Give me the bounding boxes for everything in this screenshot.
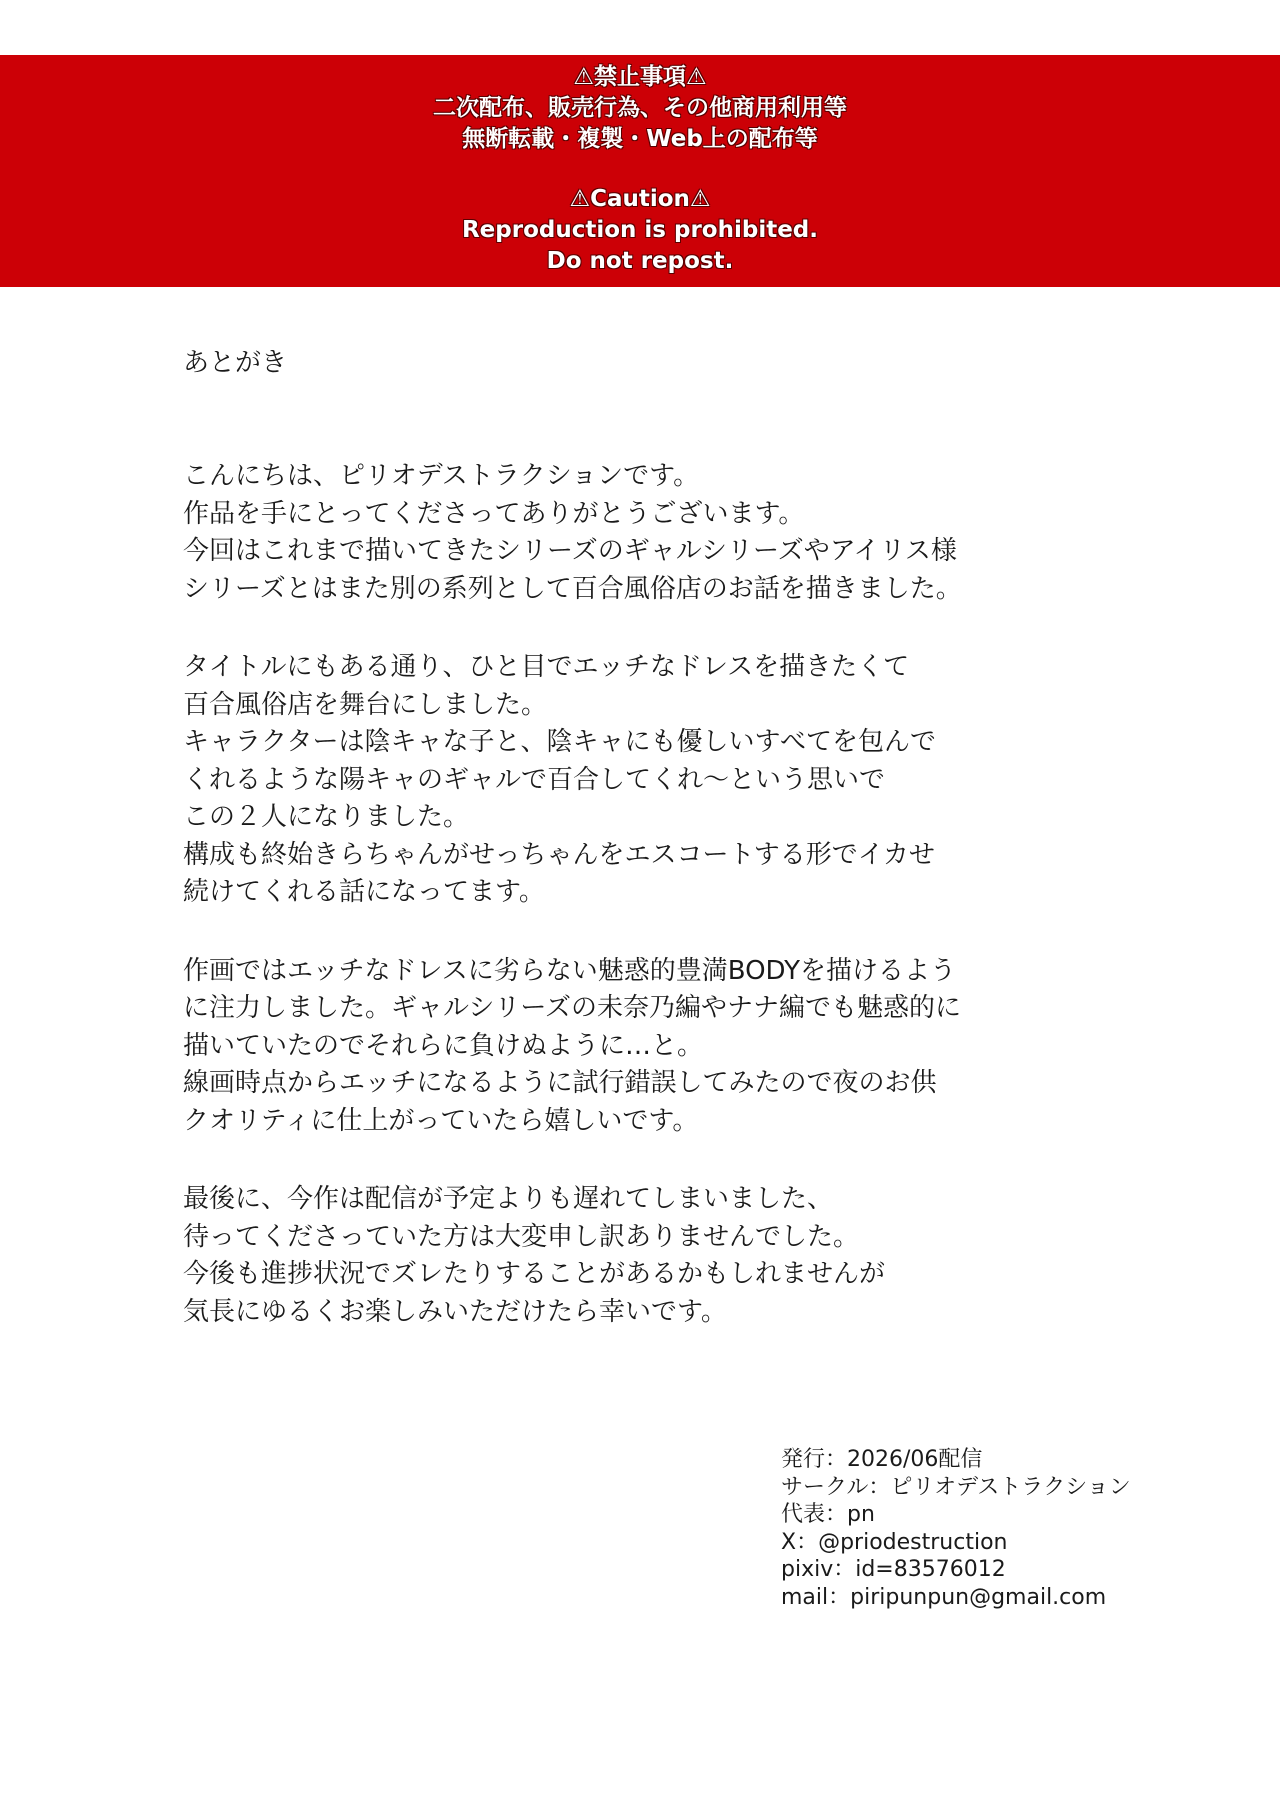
colophon — [781, 1446, 1131, 1611]
text-line: 今回はこれまで描いてきたシリーズのギャルシリーズやアイリス様 — [183, 536, 957, 566]
afterword-paragraph-1 — [183, 458, 1183, 608]
representative: 代表：pn — [781, 1502, 875, 1527]
caution-line-1: Reproduction is prohibited. — [461, 217, 819, 243]
contact-mail: mail：piripunpun@gmail.com — [781, 1584, 1107, 1610]
afterword-paragraph-3 — [183, 953, 1183, 1141]
text-line: 構成も終始きらちゃんがせっちゃんをエスコートする形でイカせ — [183, 839, 935, 870]
prohibition-line-2: 無断転載・複製・Web上の配布等 — [462, 126, 818, 152]
text-line: 線画時点からエッチになるように試行錯誤してみたので夜のお供 — [183, 1068, 937, 1098]
text-line: 続けてくれる話になってます。 — [183, 877, 545, 907]
prohibition-heading: ⚠禁止事項⚠ — [573, 64, 707, 90]
afterword-paragraph-2 — [183, 649, 1183, 912]
text-line: 描いていたのでそれらに負けぬように…と。 — [183, 1030, 704, 1061]
text-line: 作品を手にとってくださってありがとうございます。 — [183, 498, 805, 529]
text-line: こんにちは、ピリオデストラクションです。 — [183, 461, 700, 491]
caution-heading: ⚠Caution⚠ — [569, 186, 711, 212]
text-line: シリーズとはまた別の系列として百合風俗店のお話を描きました。 — [183, 573, 962, 604]
text-line: に注力しました。ギャルシリーズの未奈乃編やナナ編でも魅惑的に — [183, 993, 962, 1023]
text-line: 今後も進捗状況でズレたりすることがあるかもしれませんが — [183, 1259, 886, 1289]
text-line: キャラクターは陰キャな子と、陰キャにも優しいすべてを包んで — [183, 727, 936, 757]
prohibition-line-1: 二次配布、販売行為、その他商用利用等 — [433, 95, 847, 121]
circle-name: サークル：ピリオデストラクション — [781, 1474, 1131, 1500]
x-account: X：@priodestruction — [781, 1529, 1008, 1555]
text-line: 最後に、今作は配信が予定よりも遅れてしまいました、 — [183, 1184, 834, 1214]
afterword-paragraph-4 — [183, 1181, 1183, 1331]
afterword-body — [183, 458, 1183, 1331]
pixiv-id: pixiv：id=83576012 — [781, 1557, 1006, 1582]
text-line: タイトルにもある通り、ひと目でエッチなドレスを描きたくて — [183, 652, 910, 682]
text-line: クオリティに仕上がっていたら嬉しいです。 — [183, 1105, 699, 1136]
text-line: 待ってくださっていた方は大変申し訳ありませんでした。 — [183, 1221, 860, 1252]
warning-banner — [0, 55, 1280, 287]
text-line: 気長にゆるくお楽しみいただけたら幸いです。 — [183, 1296, 727, 1327]
text-line: 作画ではエッチなドレスに劣らない魅惑的豊満BODYを描けるよう — [183, 955, 957, 986]
publish-info: 発行：2026/06配信 — [781, 1447, 983, 1472]
text-line: 百合風俗店を舞台にしました。 — [183, 689, 548, 720]
text-line: くれるような陽キャのギャルで百合してくれ〜という思いで — [183, 764, 886, 795]
caution-notice-en — [0, 184, 1280, 277]
text-line: この２人になりました。 — [183, 802, 470, 832]
prohibition-notice-jp — [0, 62, 1280, 155]
caution-line-2: Do not repost. — [546, 248, 734, 274]
afterword-title: あとがき — [183, 348, 288, 378]
